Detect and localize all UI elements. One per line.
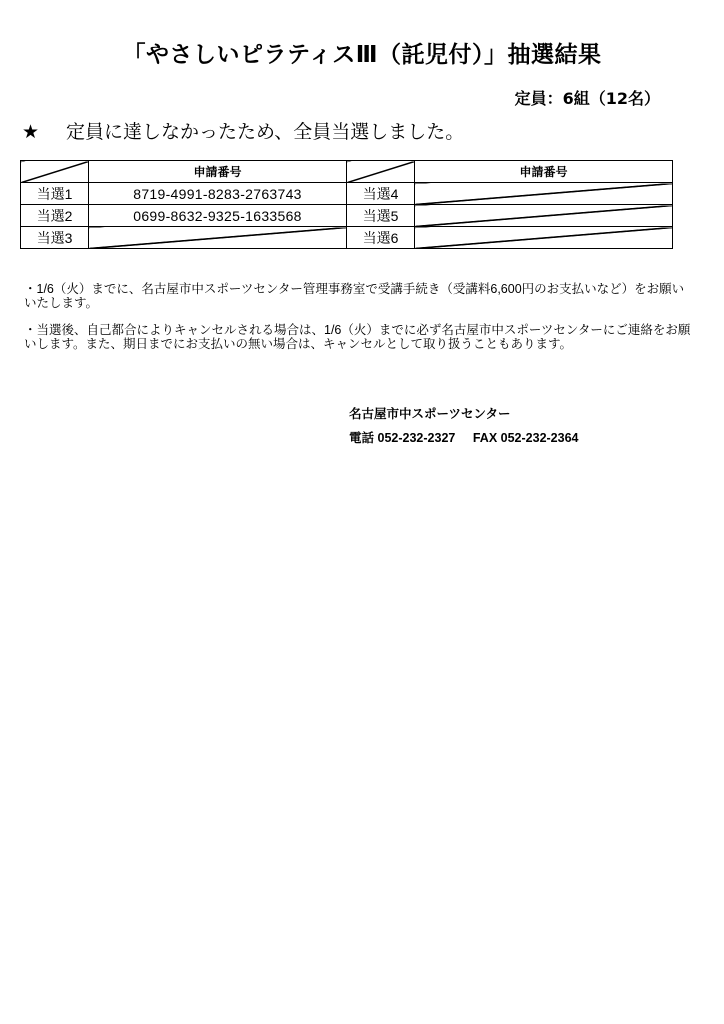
application-number: 0699-8632-9325-1633568 <box>89 205 347 227</box>
capacity-text: 定員：6組（12名） <box>514 89 660 108</box>
header-application-number-right: 申請番号 <box>415 161 673 183</box>
header-application-number-left: 申請番号 <box>89 161 347 183</box>
table-row <box>21 227 673 249</box>
organization-name: 名古屋市中スポーツセンター <box>349 407 511 421</box>
star-icon: ★ <box>22 121 40 143</box>
table-header-row <box>21 161 673 183</box>
row-label: 当選5 <box>347 205 415 227</box>
phone-number: 052-232-2327 <box>377 431 456 445</box>
contact-numbers <box>349 428 579 446</box>
empty-slot <box>415 227 673 249</box>
empty-slot <box>89 227 347 249</box>
header-corner-right <box>347 161 415 183</box>
notice-line <box>22 117 464 144</box>
table-row <box>21 205 673 227</box>
row-label: 当選2 <box>21 205 89 227</box>
notice-text: 定員に達しなかったため、全員当選しました。 <box>66 121 465 143</box>
row-label: 当選4 <box>347 183 415 205</box>
fax-label: FAX <box>472 431 498 445</box>
results-table <box>20 160 673 249</box>
phone-label: 電話 <box>349 431 375 445</box>
document-title: 「やさしいピラティスⅢ（託児付）」抽選結果 <box>122 42 602 68</box>
row-label: 当選3 <box>21 227 89 249</box>
application-number: 8719-4991-8283-2763743 <box>89 183 347 205</box>
procedure-note: ・1/6（火）までに、名古屋市中スポーツセンター管理事務室で受講手続き（受講料6,600円のお支払いなど）をお願いいたします。 <box>24 282 685 310</box>
empty-slot <box>415 183 673 205</box>
header-corner-left <box>21 161 89 183</box>
fax-number: 052-232-2364 <box>500 431 579 445</box>
row-label: 当選1 <box>21 183 89 205</box>
row-label: 当選6 <box>347 227 415 249</box>
empty-slot <box>415 205 673 227</box>
table-row <box>21 183 673 205</box>
cancellation-note: ・当選後、自己都合によりキャンセルされる場合は、1/6（火）までに必ず名古屋市中スポーツセンターにご連絡をお願いします。また、期日までにお支払いの無い場合は、キャンセルとして取り扱うこともあります。 <box>24 323 691 351</box>
